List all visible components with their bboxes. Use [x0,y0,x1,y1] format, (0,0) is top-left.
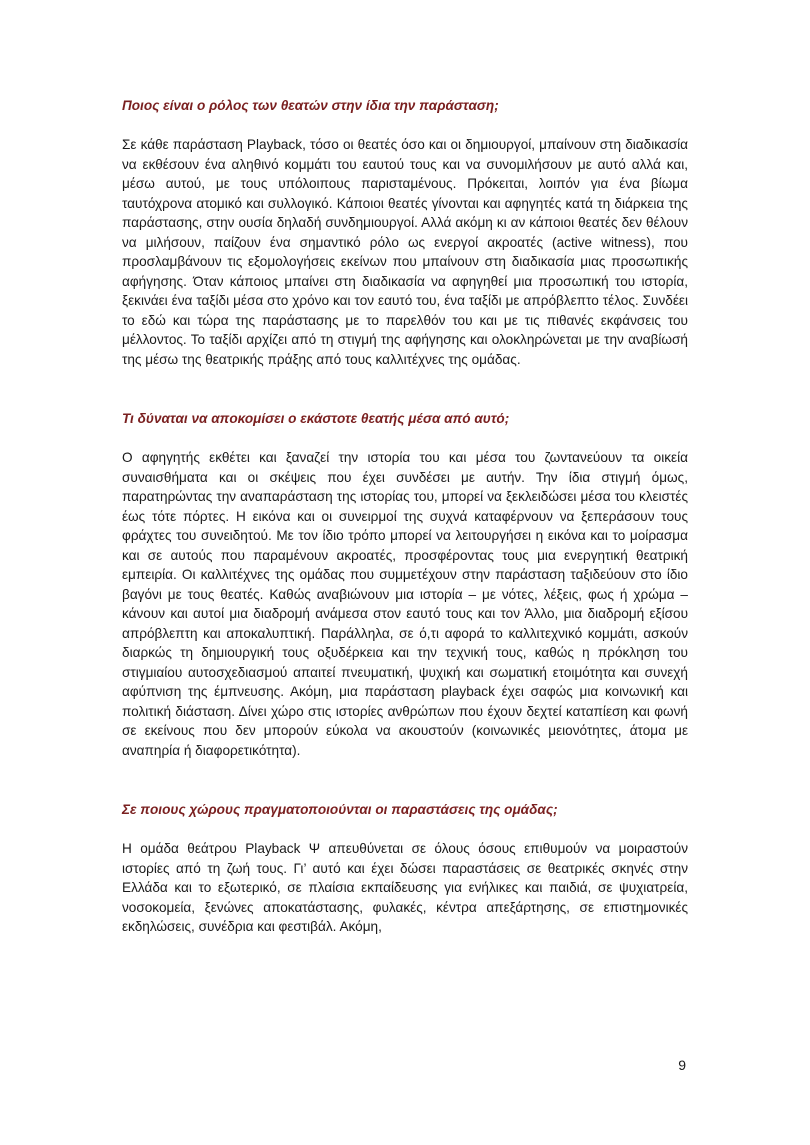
section-venues [122,800,688,937]
section-heading: Τι δύναται να αποκομίσει ο εκάστοτε θεατής μέσα από αυτό; [122,411,510,426]
section-spectator-benefit [122,409,688,760]
page-number: 9 [678,1057,686,1073]
section-paragraph: Σε κάθε παράσταση Playback, τόσο οι θεατές όσο και οι δημιουργοί, μπαίνουν στη διαδικασία να εκθέσουν ένα αληθινό κομμάτι του εαυτού τους και να συνομιλήσουν με αυτό αλλά και, μέσω αυτού, με τους υπόλοιπους παρισταμένους. Πρόκειται, λοιπόν για ένα βίωμα ταυτόχρονα ατομικό και συλλογικό. Κάποιοι θεατές γίνονται και αφηγητές κατά τη διάρκεια της παράστασης, στην ουσία δηλαδή συνδημιουργοί. Αλλά ακόμη κι αν κάποιοι θεατές δεν θέλουν να μιλήσουν, παίζουν ένα σημαντικό ρόλο ως ενεργοί ακροατές (active witness), που προσλαμβάνουν τις εξομολογήσεις εκείνων που μπαίνουν στη διαδικασία μιας προσωπικής αφήγησης. Όταν κάποιος μπαίνει στη διαδικασία να αφηγηθεί μια προσωπική του ιστορία, ξεκινάει ένα ταξίδι μέσα στο χρόνο και τον εαυτό του, ένα ταξίδι με απρόβλεπτο τέλος. Συνδέει το εδώ και τώρα της παράστασης με το παρελθόν του και με τις πιθανές εκφάνσεις του μέλλοντος. Το ταξίδι αρχίζει από τη στιγμή της αφήγησης και ολοκληρώνεται με την αναβίωσή της μέσω της θεατρικής πράξης από τους καλλιτέχνες της ομάδας. [122,137,688,367]
section-paragraph: Η ομάδα θεάτρου Playback Ψ απευθύνεται σε όλους όσους επιθυμούν να μοιραστούν ιστορίες από τη ζωή τους. Γι’ αυτό και έχει δώσει παραστάσεις σε θεατρικές σκηνές στην Ελλάδα και το εξωτερικό, σε πλαίσια εκπαίδευσης για ενήλικες και παιδιά, σε ψυχιατρεία, νοσοκομεία, ξενώνες αποκατάστασης, φυλακές, κέντρα απεξάρτησης, σε επιστημονικές εκδηλώσεις, συνέδρια και φεστιβάλ. Ακόμη, [122,841,688,934]
section-paragraph: Ο αφηγητής εκθέτει και ξαναζεί την ιστορία του και μέσα του ζωντανεύουν τα οικεία συναισθήματα και οι σκέψεις που έχει συνδέσει με αυτήν. Την ίδια στιγμή όμως, παρατηρώντας την αναπαράσταση της ιστορίας του, μπορεί να ξεκλειδώσει μέσα του κλειστές έως τότε πόρτες. Η εικόνα και οι συνειρμοί της συχνά καταφέρνουν να ξεπεράσουν τους φράχτες του συνειδητού. Με τον ίδιο τρόπο μπορεί να λειτουργήσει η εικόνα και το μοίρασμα και σε αυτούς που παραμένουν ακροατές, προσφέροντας τους μια ενεργητική θεατρική εμπειρία. Οι καλλιτέχνες της ομάδας που συμμετέχουν στην παράσταση ταξιδεύουν στο ίδιο βαγόνι με τους θεατές. Καθώς αναβιώνουν μια ιστορία – με νότες, λέξεις, φως ή χρώμα – κάνουν και αυτοί μια διαδρομή ανάμεσα στον εαυτό τους και τον Άλλο, μια διαδρομή εξίσου απρόβλεπτη και αποκαλυπτική. Παράλληλα, σε ό,τι αφορά το καλλιτεχνικό κομμάτι, ασκούν διαρκώς τη δημιουργική τους οξυδέρκεια και την τεχνική τους, καθώς η πρόκληση του στιγμιαίου αυτοσχεδιασμού απαιτεί πνευματική, ψυχική και σωματική ετοιμότητα και συνεχή αφύπνιση της έμπνευσης. Ακόμη, μια παράσταση playback έχει σαφώς μια κοινωνική και πολιτική διάσταση. Δίνει χώρο στις ιστορίες ανθρώπων που έχουν δεχτεί καταπίεση και φωνή σε εκείνους που δεν μπορούν εύκολα να ακουστούν (κοινωνικές μειονότητες, άτομα με αναπηρία ή διαφορετικότητα). [122,450,688,758]
document-page [122,96,688,937]
section-heading: Σε ποιους χώρους πραγματοποιούνται οι παραστάσεις της ομάδας; [122,802,558,817]
section-heading: Ποιος είναι ο ρόλος των θεατών στην ίδια την παράσταση; [122,98,499,113]
section-audience-role [122,96,688,369]
